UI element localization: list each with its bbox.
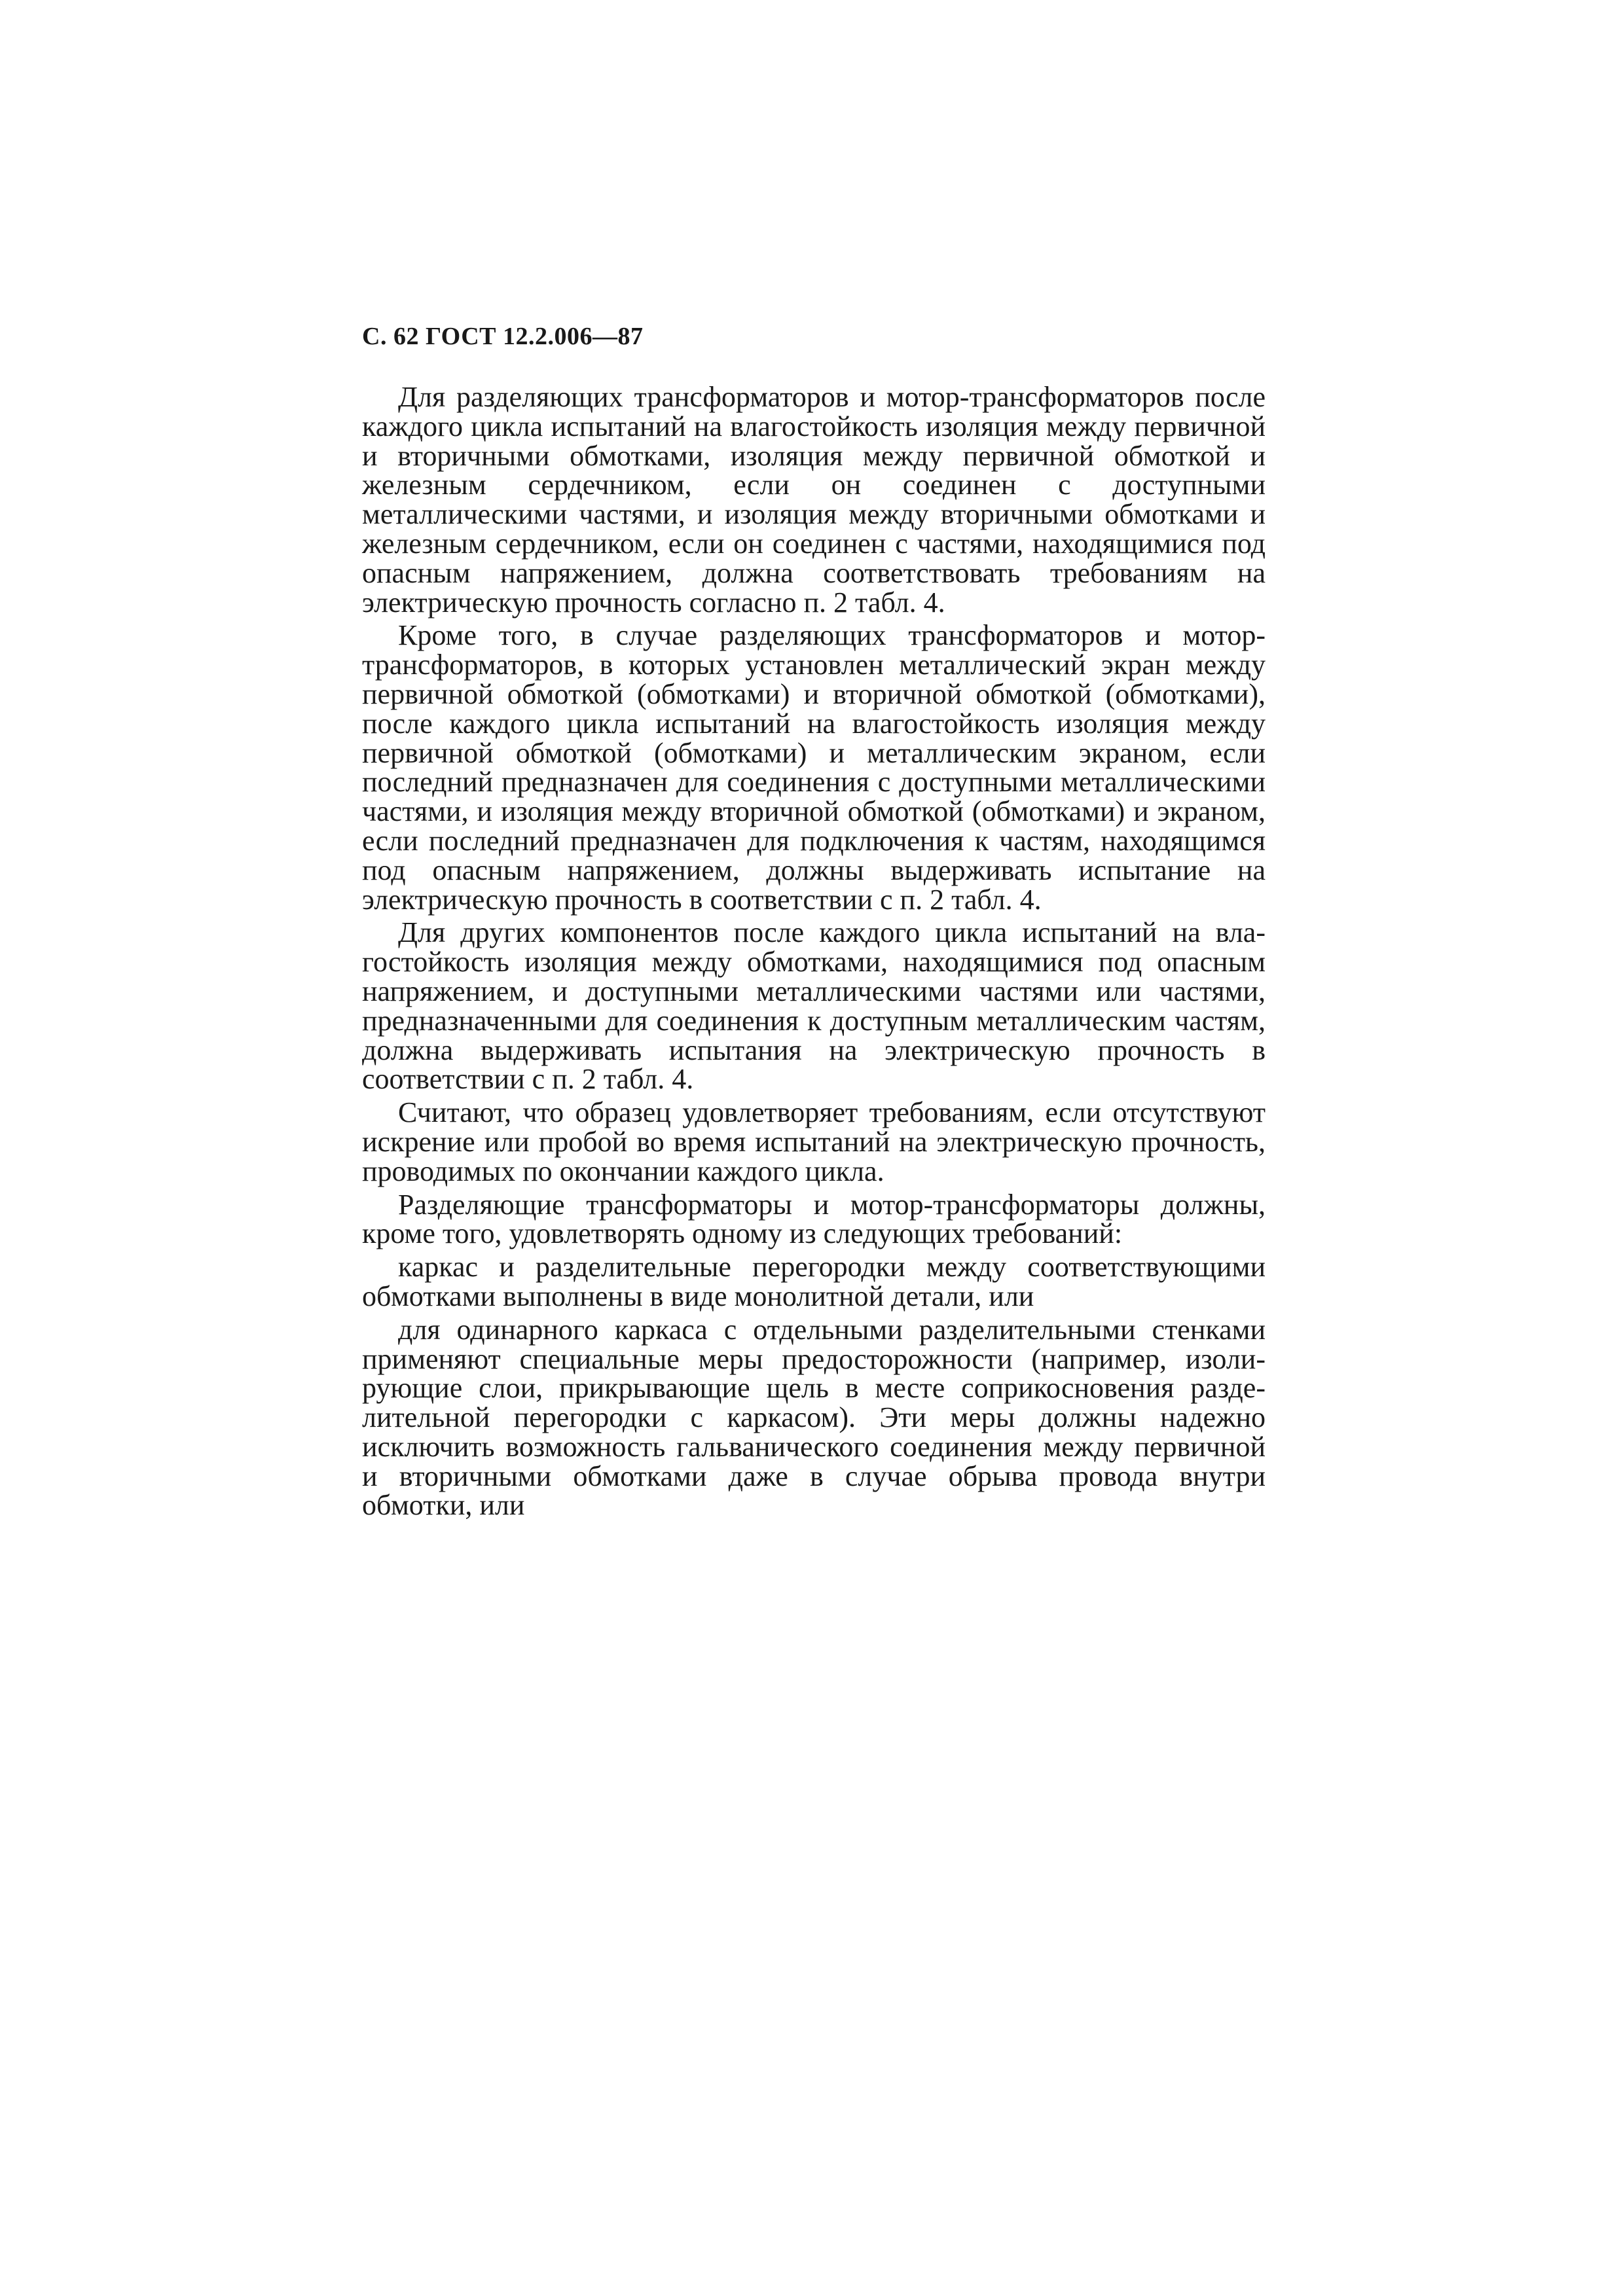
paragraph: Для разделяющих трансформаторов и мотор-трансформаторов после каждого цикла испытаний на влагостойкость изоляция между первичной и вторичными обмотками, изоляция между первичной обмоткой и железным сердечником, если он соединен с доступными металлическими частями, и изоляция между вторичными обмотками и железным сердечником, если он соединен с частями, находящимися под опасным напряжением, должна соответствовать требованиям на электрическую прочность согласно п. 2 табл. 4. [362,381,1266,619]
paragraph: каркас и разделительные перегородки между соответствующими обмотками выполнены в виде монолитной детали, или [362,1251,1266,1312]
body-text [362,383,1266,1524]
paragraph: Для других компонентов после каждого цикла испытаний на влагостойкость изоляция между обмотками, находящимися под опасным напряжением, и доступными металлическими частями или частями, предназначенными для соединения к доступным металлическим частям, должна выдерживать испытания на электрическую прочность в соответствии с п. 2 табл. 4. [362,916,1266,1096]
paragraph: Кроме того, в случае разделяющих трансформаторов и мотор-трансформаторов, в которых установлен металлический экран между первичной обмоткой (обмотками) и вторичной обмоткой (обмотками), после каждого цикла испытаний на влагостойкость изоляция между первичной обмоткой (обмотками) и металлическим экраном, если последний предназначен для соединения с доступными металлическими частями, и изоляция между вторичной обмоткой (обмотками) и экраном, если последний предназначен для подключения к частям, находящимся под опасным напряжением, должны выдерживать испытание на электрическую прочность в соответствии с п. 2 табл. 4. [362,619,1266,916]
paragraph: Считают, что образец удовлетворяет требованиям, если отсутствуют искрение или пробой во время испытаний на электрическую прочность, проводимых по окончании каждого цикла. [362,1096,1266,1187]
running-head: С. 62 ГОСТ 12.2.006—87 [362,323,644,350]
paragraph: для одинарного каркаса с отдельными разделительными стенками применяют специальные меры предосторожности (например, изолирующие слои, прикрывающие щель в месте соприкосновения разделительной перегородки с каркасом). Эти меры должны надежно исключить возможность гальванического соединения между первичной и вторичными обмотками даже в случае обрыва провода внутри обмотки, или [362,1313,1266,1522]
paragraph: Разделяющие трансформаторы и мотор-трансформаторы должны, кроме того, удовлетворять одному из следующих требований: [362,1188,1266,1250]
